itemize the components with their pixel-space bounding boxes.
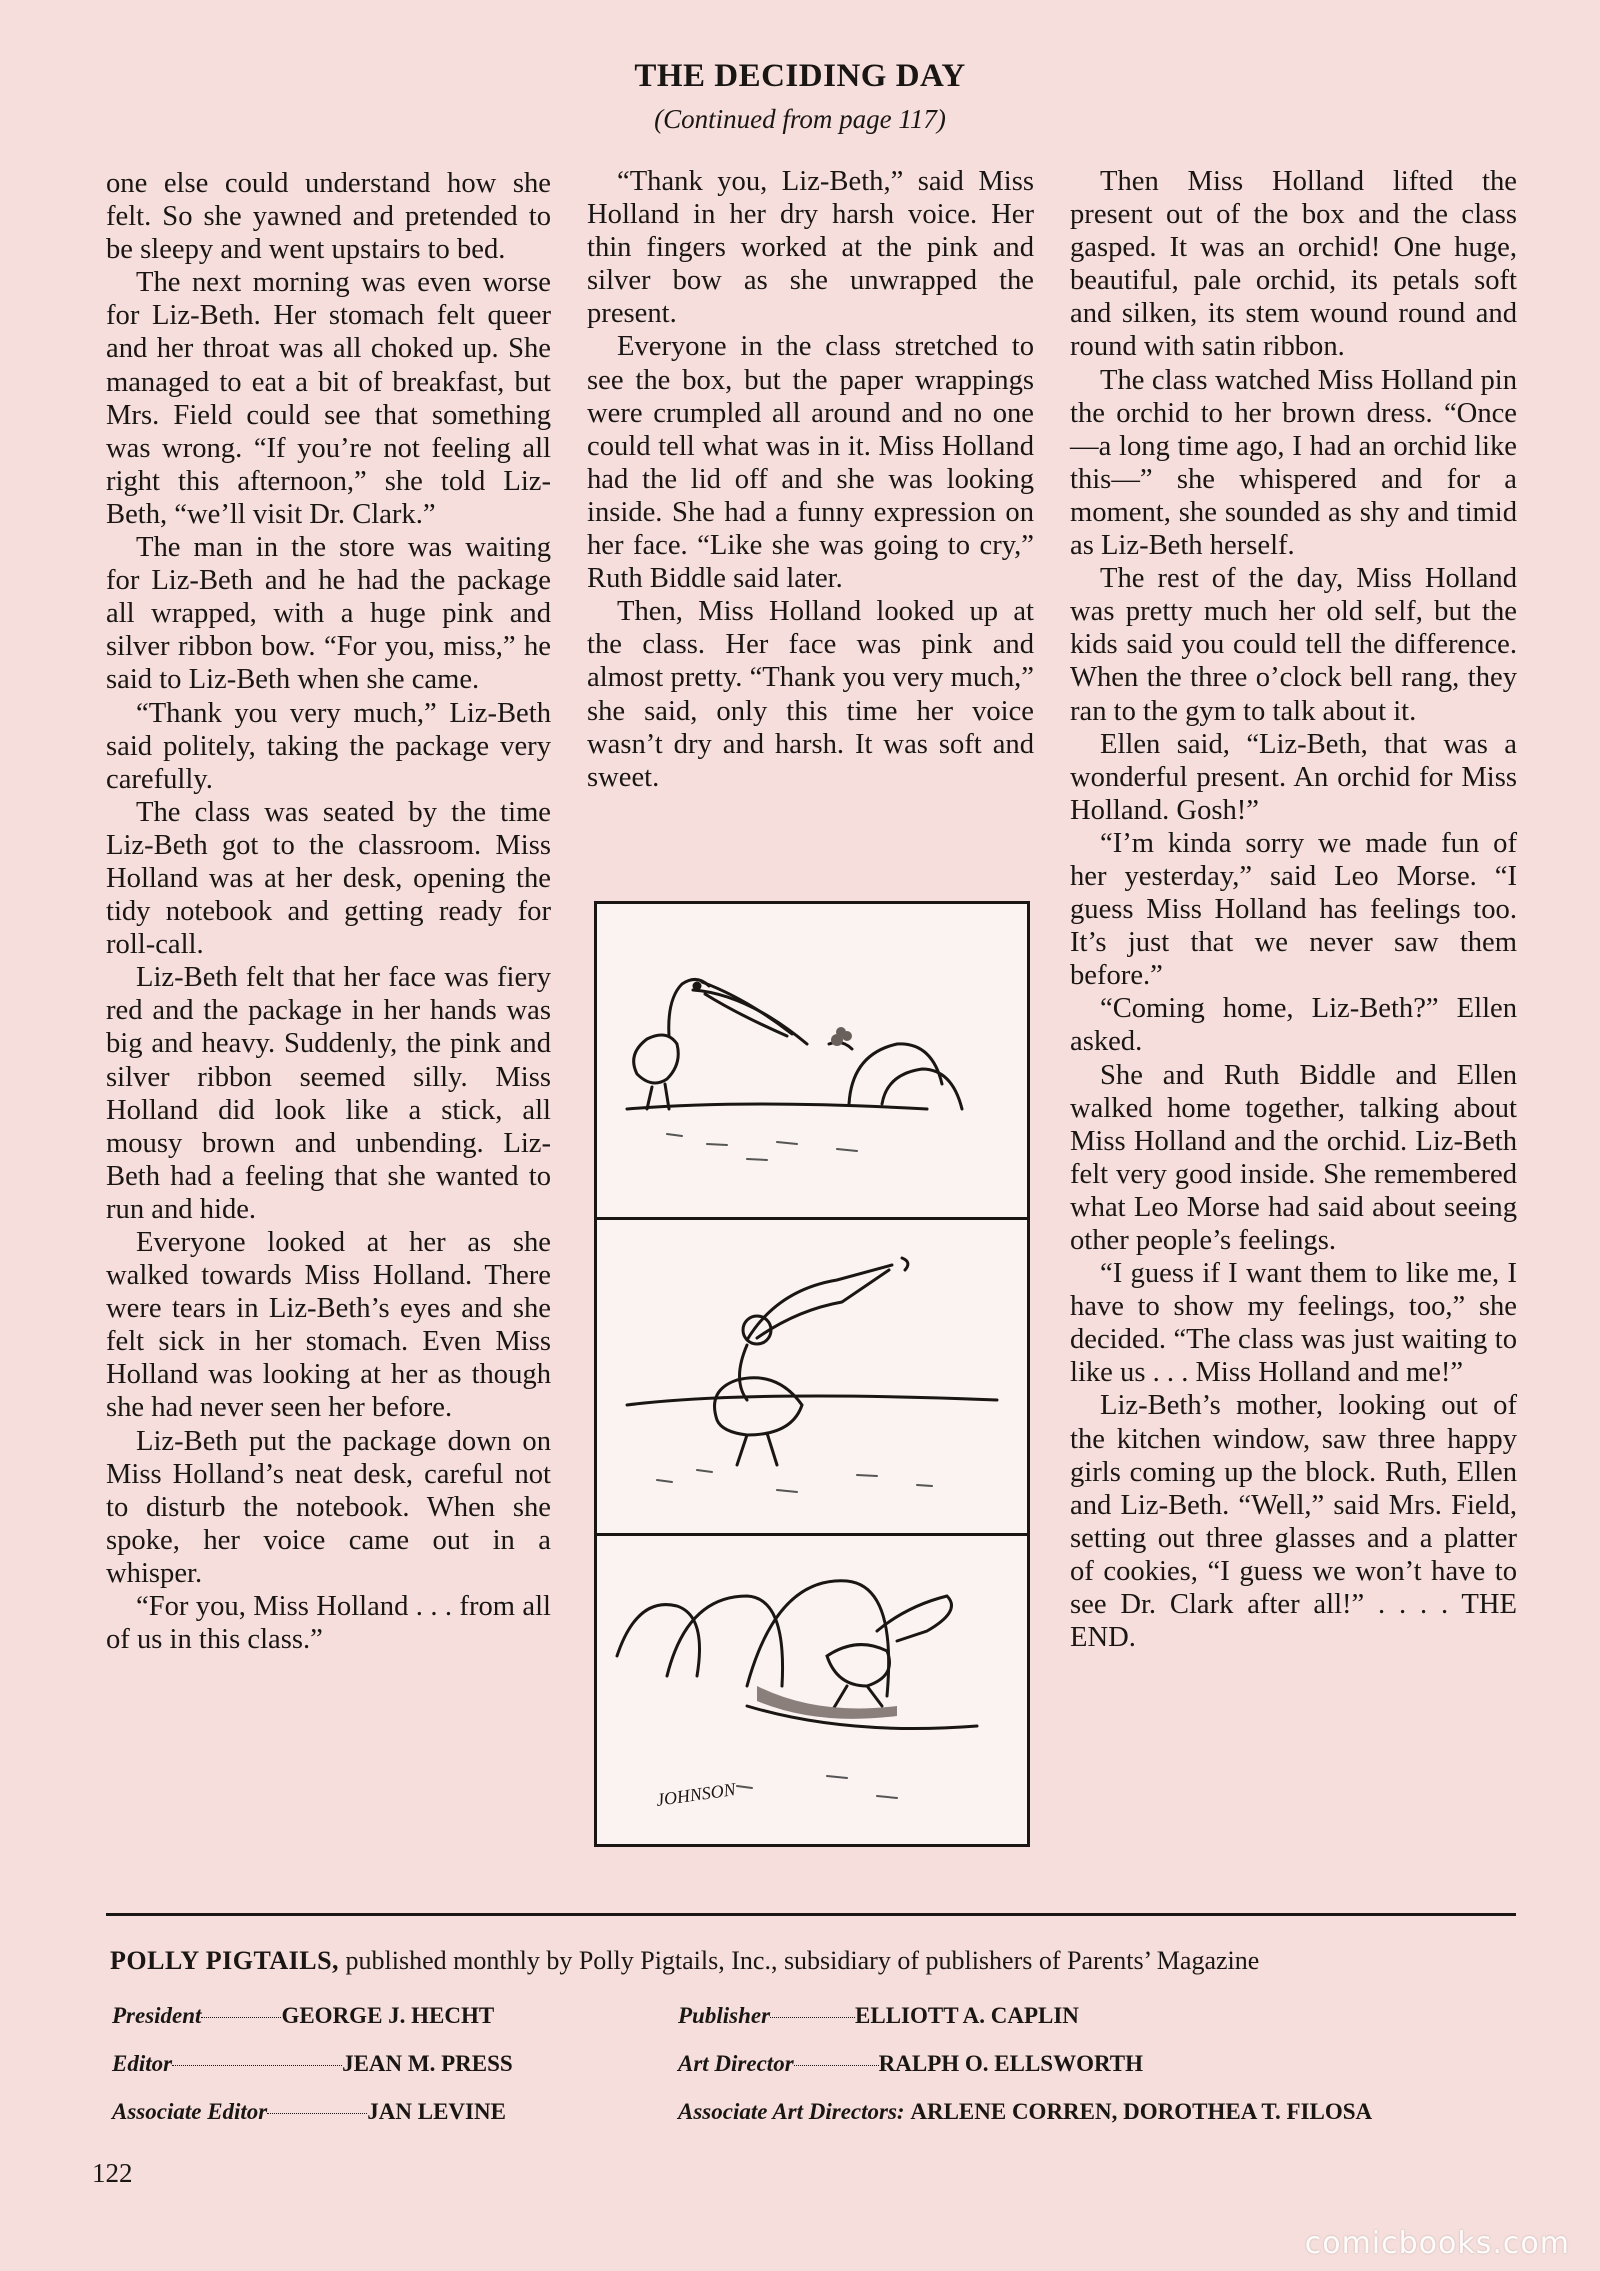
paragraph: “Thank you, Liz-Beth,” said Miss Holland in her dry harsh voice. Her thin fingers worked at the pink and silver bow as she unwrapped the present. [587,166,1034,330]
paragraph: Liz-Beth felt that her face was fiery red and the package in her hands was big and heavy. Suddenly, the pink and silver ribbon seemed silly. Miss Holland did look like a stick, all mousy brown and unbending. Liz-Beth had a feeling that she wanted to run and hide. [106,962,551,1225]
staff-entry [678,2051,1143,2077]
staff-name: JAN LEVINE [367,2099,506,2124]
watermark: comicbooks.com [1304,2226,1570,2261]
paragraph: Then, Miss Holland looked up at the class. Her face was pink and almost pretty. “Thank you very much,” she said, only this time her voice wasn’t dry and harsh. It was soft and sweet. [587,596,1034,793]
paragraph: Then Miss Holland lifted the present out of the box and the class gasped. It was an orchid! One huge, beautiful, pale orchid, its petals soft and silken, its stem wound round and round with satin ribbon. [1070,166,1517,363]
staff-name: ARLENE CORREN, DOROTHEA T. FILOSA [910,2099,1373,2124]
staff-role: Publisher [678,2003,771,2028]
page-number: 122 [92,2158,133,2188]
staff-role: Editor [112,2051,173,2076]
staff-entry [112,2099,506,2125]
paragraph: Everyone in the class stretched to see the box, but the paper wrappings were crumpled all around and no one could tell what was in it. Miss Holland had the lid off and she was looking inside. She had a funny expression on her face. “Like she was going to cry,” Ruth Biddle said later. [587,331,1034,595]
staff-role: Associate Art Directors: [678,2099,905,2124]
staff-entry [678,2003,1079,2029]
paragraph: The rest of the day, Miss Holland was pretty much her old self, but the kids said you could tell the difference. When the three o’clock bell rang, they ran to the gym to talk about it. [1070,563,1517,727]
paragraph: The man in the store was waiting for Liz-Beth and he had the package all wrapped, with a huge pink and silver ribbon bow. “For you, miss,” he said to Liz-Beth when she came. [106,532,551,696]
staff-entry [112,2003,494,2029]
publication-name: POLLY PIGTAILS, [110,1946,340,1975]
paragraph: Liz-Beth’s mother, looking out of the kitchen window, saw three happy girls coming up the block. Ruth, Ellen and Liz-Beth. “Well,” said Mrs. Field, setting out three glasses and a platter of cookies, “I guess we won’t have to see Dr. Clark after all!” . . . . THE END. [1070,1390,1517,1654]
story-column-2 [587,165,1034,794]
masthead-publisher-line [110,1946,1516,1976]
paragraph: Everyone looked at her as she walked towards Miss Holland. There were tears in Liz-Beth’s eyes and she felt sick in her stomach. Even Miss Holland was looking at her as though she had never seen her before. [106,1227,551,1424]
pelican-looking-up-drawing [597,1220,1027,1533]
masthead-divider [106,1913,1516,1916]
paragraph: The class watched Miss Holland pin the orchid to her brown dress. “Once—a long time ago, I had an orchid like this—” she whispered and for a moment, she sounded as shy and timid as Liz-Beth herself. [1070,364,1517,562]
paragraph: “For you, Miss Holland . . . from all of us in this class.” [106,1591,551,1656]
paragraph: “I’m kinda sorry we made fun of her yesterday,” said Leo Morse. “I guess Miss Holland has feelings too. It’s just that we never saw them before.” [1070,827,1517,992]
pelican-cartoon-strip [594,901,1030,1847]
publication-description: published monthly by Polly Pigtails, Inc., subsidiary of publishers of Parents’ Magazine [345,1946,1260,1975]
pelican-reaching-flower-drawing [597,904,1027,1217]
paragraph: The class was seated by the time Liz-Beth got to the classroom. Miss Holland was at her desk, opening the tidy notebook and getting ready for roll-call. [106,796,551,961]
artist-signature: JOHNSON [654,1779,737,1810]
continued-note: (Continued from page 117) [654,104,946,134]
staff-entry [678,2099,1372,2125]
staff-name: JEAN M. PRESS [342,2051,513,2076]
story-title: THE DECIDING DAY [634,58,966,94]
paragraph: She and Ruth Biddle and Ellen walked home together, talking about Miss Holland and the orchid. Liz-Beth felt very good inside. She remembered what Leo Morse had said about seeing other people’s feelings. [1070,1059,1517,1256]
staff-role: President [112,2003,202,2028]
staff-role: Art Director [678,2051,794,2076]
paragraph: one else could understand how she felt. So she yawned and pretended to be sleepy and went upstairs to bed. [106,168,551,266]
staff-name: GEORGE J. HECHT [281,2003,495,2028]
story-column-1 [106,167,551,1656]
cartoon-panel-2 [597,1220,1027,1533]
paragraph: “Thank you very much,” Liz-Beth said politely, taking the package very carefully. [106,697,551,795]
paragraph: “Coming home, Liz-Beth?” Ellen asked. [1070,993,1517,1058]
cartoon-panel-1 [597,904,1027,1217]
cartoon-panel-3 [597,1536,1027,1849]
pelican-fallen-drawing [597,1536,1027,1849]
paragraph: Ellen said, “Liz-Beth, that was a wonderful present. An orchid for Miss Holland. Gosh!” [1070,728,1517,826]
staff-role: Associate Editor [112,2099,268,2124]
paragraph: Liz-Beth put the package down on Miss Holland’s neat desk, careful not to disturb the notebook. When she spoke, her voice came out in a whisper. [106,1425,551,1589]
paragraph: The next morning was even worse for Liz-Beth. Her stomach felt queer and her throat was all choked up. She managed to eat a bit of breakfast, but Mrs. Field could see that something was wrong. “If you’re not feeling all right this afternoon,” she told Liz-Beth, “we’ll visit Dr. Clark.” [106,267,551,530]
staff-name: ELLIOTT A. CAPLIN [855,2003,1079,2028]
paragraph: “I guess if I want them to like me, I have to show my feelings, too,” she decided. “The class was just waiting to like us . . . Miss Holland and me!” [1070,1258,1517,1389]
staff-entry [112,2051,513,2077]
story-column-3 [1070,165,1517,1654]
staff-name: RALPH O. ELLSWORTH [878,2051,1144,2076]
